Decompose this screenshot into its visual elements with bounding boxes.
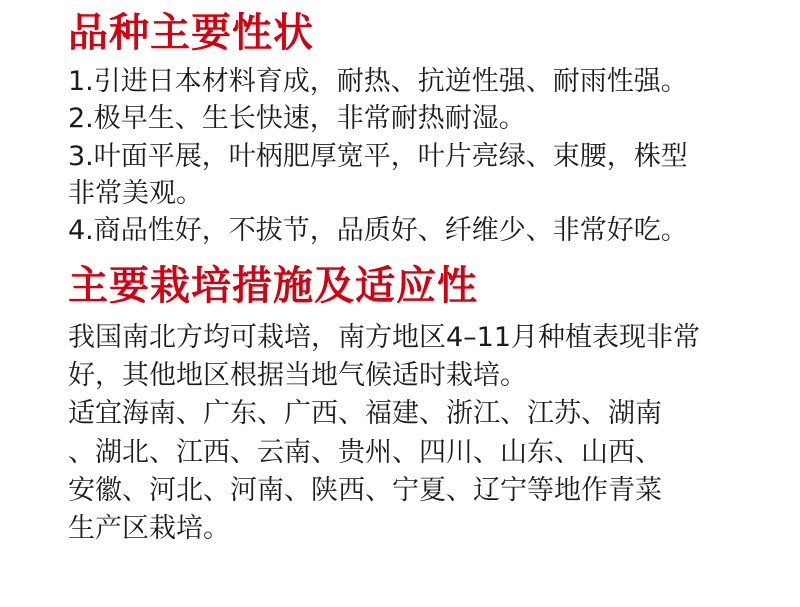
list-item: 1.引进日本材料育成，耐热、抗逆性强、耐雨性强。 xyxy=(68,66,688,98)
list-item: 2.极早生、生长快速，非常耐热耐湿。 xyxy=(68,103,526,135)
paragraph-line: 适宜海南、广东、广西、福建、浙江、江苏、湖南 xyxy=(68,398,662,430)
paragraph-line: 我国南北方均可栽培，南方地区4–11月种植表现非常 xyxy=(68,321,701,353)
cultivation-paragraph xyxy=(68,319,764,549)
list-item: 3.叶面平展，叶柄肥厚宽平，叶片亮绿、束腰，株型 xyxy=(68,140,688,172)
paragraph-line: 好，其他地区根据当地气候适时栽培。 xyxy=(68,359,527,391)
paragraph-line: 安徽、河北、河南、陕西、宁夏、辽宁等地作青菜 xyxy=(68,474,662,506)
list-item: 4.商品性好，不拔节，品质好、纤维少、非常好吃。 xyxy=(68,215,688,247)
variety-traits-list xyxy=(68,63,764,249)
section-heading-cultivation-measures: 主要栽培措施及适应性 xyxy=(68,263,478,310)
list-item: 非常美观。 xyxy=(68,177,203,209)
section-heading-variety-traits: 品种主要性状 xyxy=(68,10,314,56)
paragraph-line: 、湖北、江西、云南、贵州、四川、山东、山西、 xyxy=(68,436,662,468)
paragraph-line: 生产区栽培。 xyxy=(68,513,230,545)
